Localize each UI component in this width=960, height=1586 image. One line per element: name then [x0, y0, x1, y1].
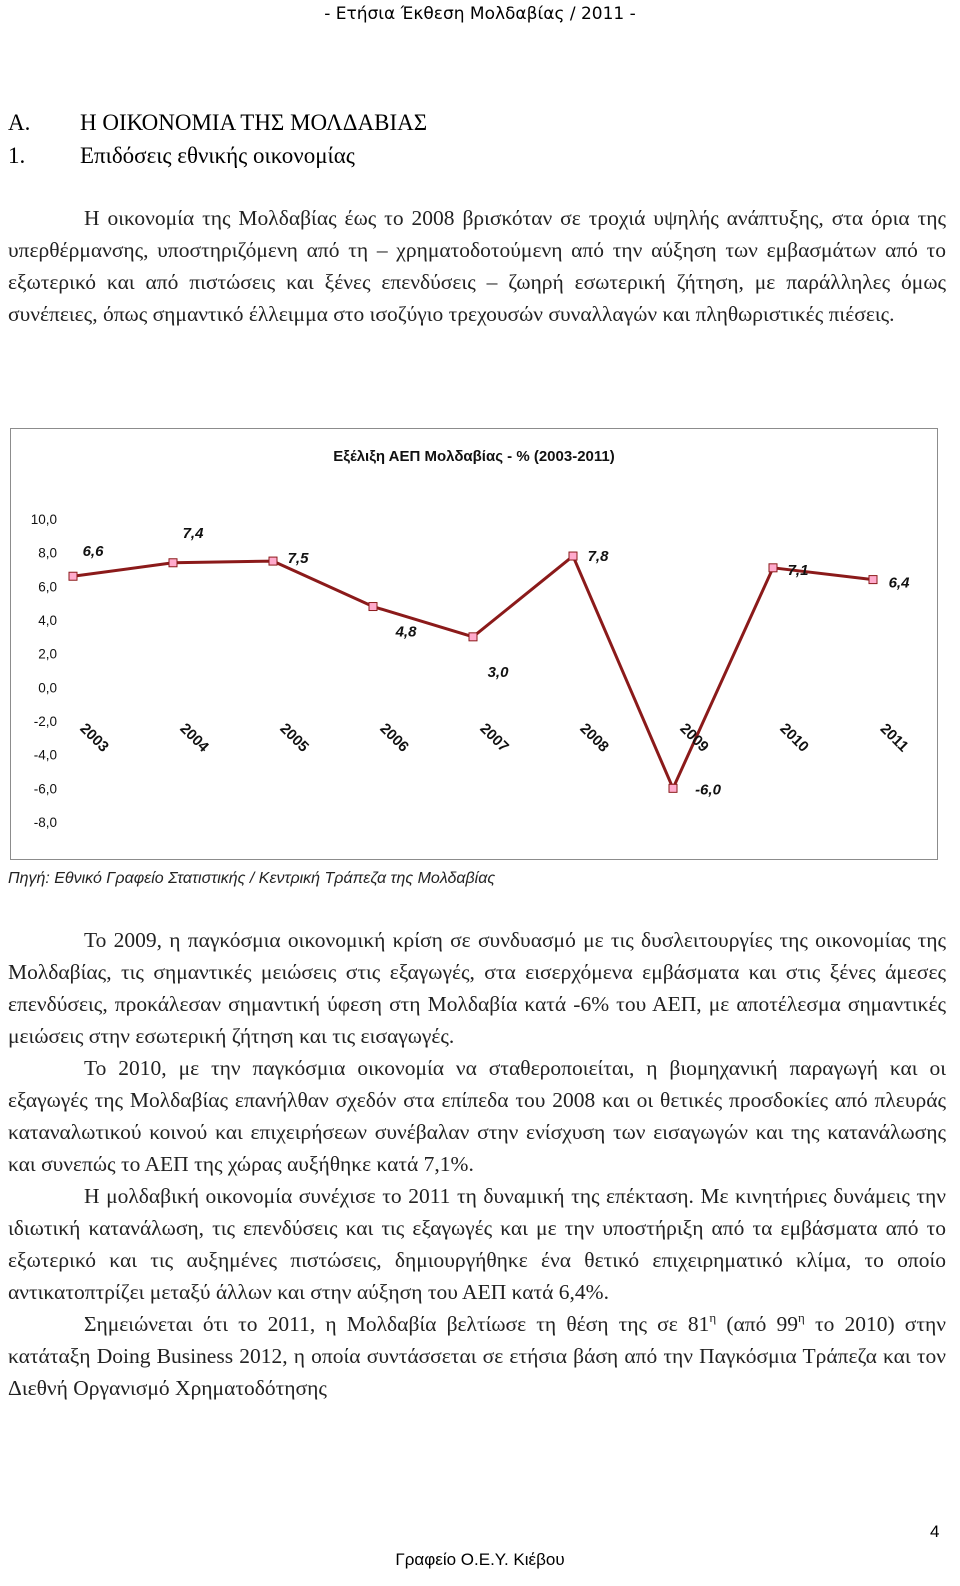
superscript-rank-2010: η: [798, 1310, 805, 1325]
data-label: 3,0: [487, 663, 509, 681]
gdp-series-line: [73, 556, 873, 788]
section-title: Η ΟΙΚΟΝΟΜΙΑ ΤΗΣ ΜΟΛΔΑΒΙΑΣ: [80, 110, 428, 135]
data-point-marker: [469, 633, 477, 641]
x-tick-label: 2011: [876, 720, 912, 756]
paragraph-2010: Το 2010, με την παγκόσμια οικονομία να σταθεροποιείται, η βιομηχανική παραγωγή και οι εξαγωγές της Μολδαβίας επανήλθαν σχεδόν στα επίπεδα του 2008 και οι θετικές προσδοκίες από πλευράς καταναλωτικού κοινού και επιχειρήσεων συνέβαλαν στην ενίσχυση των εισαγωγών και της κατανάλωσης και συνεπώς το ΑΕΠ της χώρας αυξήθηκε κατά 7,1%.: [8, 1056, 946, 1176]
y-tick-label: 8,0: [38, 545, 57, 561]
y-tick-label: 10,0: [30, 512, 57, 527]
doing-business-text-a: Σημειώνεται ότι το 2011, η Μολδαβία βελτίωσε τη θέση της σε 81: [84, 1312, 710, 1336]
doing-business-text-c: το 2010) στην κατάταξη Doing Business 2012, η οποία συντάσσεται σε ετήσια βάση από την Παγκόσμια Τράπεζα και τον Διεθνή Οργανισμό Χρηματοδότησης: [8, 1312, 947, 1400]
y-tick-label: -4,0: [33, 747, 57, 763]
doing-business-text-b: (από 99: [716, 1312, 799, 1336]
y-tick-label: 4,0: [38, 613, 57, 628]
y-tick-label: -6,0: [33, 781, 57, 797]
data-label: 6,6: [82, 543, 104, 561]
subsection-number: 1.: [8, 143, 26, 168]
y-tick-label: 0,0: [38, 680, 57, 696]
section-heading: [8, 110, 427, 136]
data-point-marker: [369, 603, 377, 611]
y-tick-label: -2,0: [33, 714, 57, 729]
chart-source-note: Πηγή: Εθνικό Γραφείο Στατιστικής / Κεντρική Τράπεζα της Μολδαβίας: [8, 870, 496, 887]
paragraph-doing-business: [8, 1308, 946, 1404]
gdp-line-chart: [11, 429, 937, 859]
data-point-marker: [69, 572, 77, 580]
data-label: 7,8: [587, 548, 609, 566]
page-header: - Ετήσια Έκθεση Μολδαβίας / 2011 -: [324, 4, 636, 24]
x-tick-label: 2005: [276, 720, 312, 756]
superscript-rank-2011: η: [709, 1310, 717, 1325]
page-footer: Γραφείο Ο.Ε.Υ. Κιέβου: [395, 1550, 565, 1569]
paragraph-2009: Το 2009, η παγκόσμια οικονομική κρίση σε συνδυασμό με τις δυσλειτουργίες της οικονομίας της Μολδαβίας, τις σημαντικές μειώσεις στις εξαγωγές, στα εισερχόμενα εμβάσματα και στις ξένες άμεσες επενδύσεις, προκάλεσαν σημαντική ύφεση στη Μολδαβία κατά -6% του ΑΕΠ, με αποτέλεσμα σημαντικές μειώσεις στην εσωτερική ζήτηση και τις εισαγωγές.: [8, 928, 946, 1048]
x-tick-label: 2004: [176, 720, 212, 756]
chart-title: Εξέλιξη ΑΕΠ Μολδαβίας - % (2003-2011): [333, 448, 615, 465]
data-label: 6,4: [888, 574, 910, 592]
data-label: 7,5: [287, 550, 309, 568]
data-point-marker: [269, 557, 277, 565]
paragraph-2011: Η μολδαβική οικονομία συνέχισε το 2011 τη δυναμική της επέκταση. Με κινητήριες δυνάμεις την ιδιωτική κατανάλωση, τις επενδύσεις και τις εξαγωγές και με την υποστήριξη από τα εμβάσματα από το εξωτερικό και τις αυξημένες πιστώσεις, δημιουργήθηκε ένα θετικό επιχειρηματικό κλίμα, το οποίο αντικατοπτρίζει μεταξύ άλλων και στην αύξηση του ΑΕΠ κατά 6,4%.: [8, 1184, 946, 1304]
x-tick-label: 2010: [776, 720, 812, 756]
data-point-marker: [169, 559, 177, 567]
data-label: 4,8: [395, 623, 417, 641]
x-tick-label: 2007: [476, 720, 512, 756]
page-number: 4: [930, 1522, 940, 1541]
data-label: -6,0: [695, 781, 721, 799]
y-tick-label: 6,0: [38, 579, 57, 595]
data-point-marker: [769, 564, 777, 572]
intro-paragraph: [8, 202, 946, 330]
subsection-heading: [8, 143, 355, 169]
x-tick-label: 2008: [576, 720, 612, 756]
y-tick-label: 2,0: [38, 646, 57, 662]
body-paragraphs: [8, 924, 946, 1404]
data-label: 7,1: [787, 561, 809, 579]
y-tick-label: -8,0: [33, 815, 57, 830]
data-point-marker: [669, 784, 677, 792]
intro-text: Η οικονομία της Μολδαβίας έως το 2008 βρισκόταν σε τροχιά υψηλής ανάπτυξης, στα όρια της υπερθέρμανσης, υποστηριζόμενη από τη – χρηματοδοτούμενη από την αύξηση των εμβασμάτων από το εξωτερικό και από πιστώσεις και ξένες επενδύσεις – ζωηρή εσωτερική ζήτηση, με παράλληλες όμως συνέπειες, όπως σημαντικό έλλειμμα στο ισοζύγιο τρεχουσών συναλλαγών και πληθωριστικές πιέσεις.: [8, 206, 946, 326]
data-point-marker: [869, 576, 877, 584]
x-tick-label: 2006: [376, 720, 412, 756]
gdp-chart: [10, 428, 938, 860]
x-tick-label: 2009: [676, 720, 712, 756]
subsection-title: Επιδόσεις εθνικής οικονομίας: [80, 143, 355, 168]
x-tick-label: 2003: [76, 720, 112, 756]
section-number: Α.: [8, 110, 31, 135]
data-point-marker: [569, 552, 577, 560]
data-label: 7,4: [182, 524, 204, 542]
